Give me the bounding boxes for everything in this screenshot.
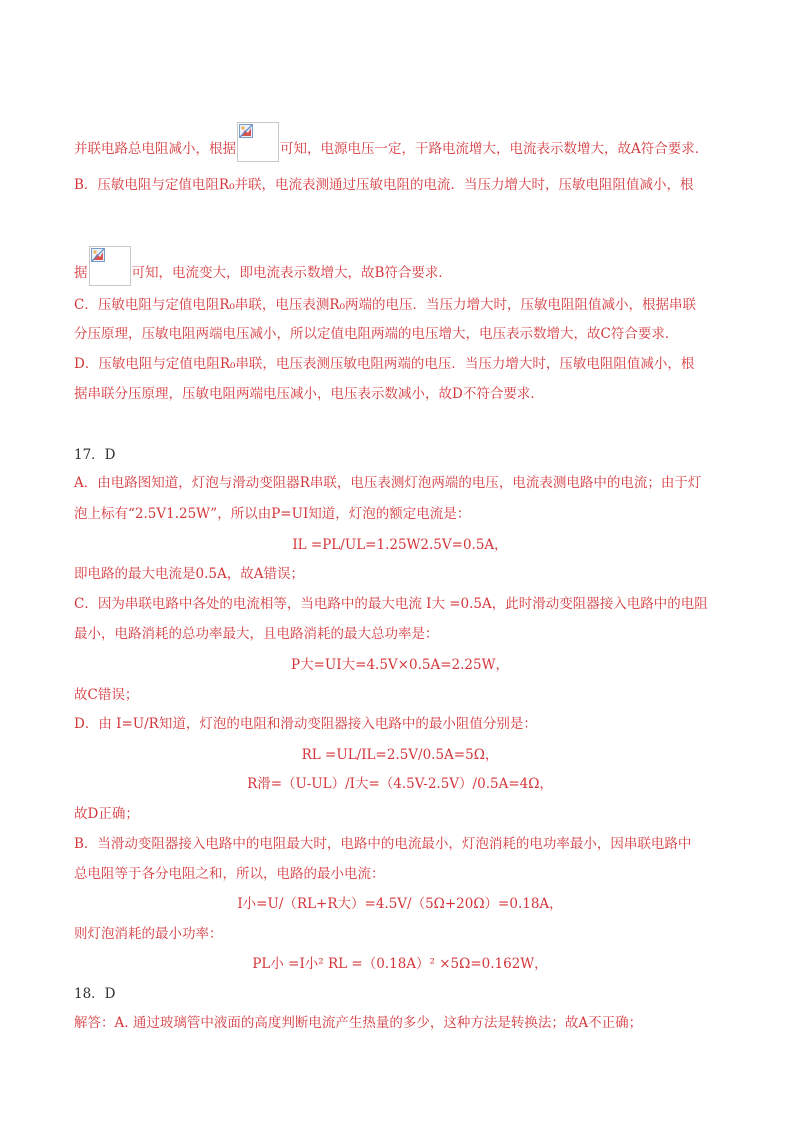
paragraph-line <box>74 122 708 158</box>
question-number: 17．D <box>74 447 116 463</box>
paragraph-line: 最小，电路消耗的总功率最大，且电路消耗的最大总功率是： <box>74 626 439 642</box>
line-text: 并联电路总电阻减小，根据 <box>74 141 236 157</box>
paragraph-line: B．压敏电阻与定值电阻R₀并联，电流表测通过压敏电阻的电流．当压力增大时，压敏电阻阻值减小，根 <box>74 177 694 193</box>
line-text: 据 <box>74 265 88 281</box>
paragraph-line: B．当滑动变阻器接入电路中的电阻最大时，电路中的电流最小，灯泡消耗的电功率最小，因串联电路中 <box>74 836 692 852</box>
paragraph-line: C．压敏电阻与定值电阻R₀串联，电压表测R₀两端的电压．当压力增大时，压敏电阻阻值减小，根据串联 <box>74 297 696 313</box>
broken-image-icon <box>237 122 279 162</box>
formula-line: PL小 =I小² RL =（0.18A）² ×5Ω=0.162W， <box>252 956 548 972</box>
paragraph-line: 故D正确； <box>74 806 139 822</box>
paragraph-line: D．由 I=U/R知道，灯泡的电阻和滑动变阻器接入电路中的最小阻值分别是： <box>74 716 537 732</box>
paragraph-line: 故C错误； <box>74 687 139 703</box>
formula-line: R滑=（U-UL）/I大=（4.5V-2.5V）/0.5A=4Ω， <box>247 776 553 792</box>
paragraph-line: D．压敏电阻与定值电阻R₀串联，电压表测压敏电阻两端的电压．当压力增大时，压敏电阻阻值减小，根 <box>74 356 695 372</box>
line-text: 可知，电流变大，即电流表示数增大，故B符合要求． <box>131 265 452 281</box>
broken-image-icon <box>89 246 131 286</box>
formula-line: RL =UL/IL=2.5V/0.5A=5Ω， <box>301 747 499 763</box>
formula-line: IL =PL/UL=1.25W2.5V=0.5A， <box>292 537 508 553</box>
formula-line: P大=UI大=4.5V×0.5A=2.25W， <box>291 657 509 673</box>
paragraph-line: 泡上标有“2.5V1.25W”，所以由P=UI知道，灯泡的额定电流是： <box>74 506 471 522</box>
paragraph-line: C．因为串联电路中各处的电流相等，当电路中的最大电流 I大 =0.5A，此时滑动变阻器接入电路中的电阻 <box>74 596 708 612</box>
formula-line: I小=U/（RL+R大）=4.5V/（5Ω+20Ω）=0.18A， <box>237 896 563 912</box>
paragraph-line <box>74 246 452 282</box>
paragraph-line: 总电阻等于各分电阻之和，所以，电路的最小电流： <box>74 866 385 882</box>
question-number: 18．D <box>74 986 116 1002</box>
paragraph-line: 据串联分压原理，压敏电阻两端电压减小，电压表示数减小，故D不符合要求． <box>74 386 544 402</box>
paragraph-line: 则灯泡消耗的最小功率： <box>74 926 223 942</box>
line-text: 可知，电源电压一定，干路电流增大，电流表示数增大，故A符合要求． <box>280 141 709 157</box>
paragraph-line: A．由电路图知道，灯泡与滑动变阻器R串联，电压表测灯泡两端的电压，电流表测电路中的电流；由于灯 <box>74 475 702 491</box>
paragraph-line: 解答：A. 通过玻璃管中液面的高度判断电流产生热量的多少，这种方法是转换法；故A不正确； <box>74 1015 643 1031</box>
paragraph-line: 即电路的最大电流是0.5A，故A错误； <box>74 566 304 582</box>
paragraph-line: 分压原理，压敏电阻两端电压减小，所以定值电阻两端的电压增大，电压表示数增大，故C符合要求． <box>74 326 679 342</box>
